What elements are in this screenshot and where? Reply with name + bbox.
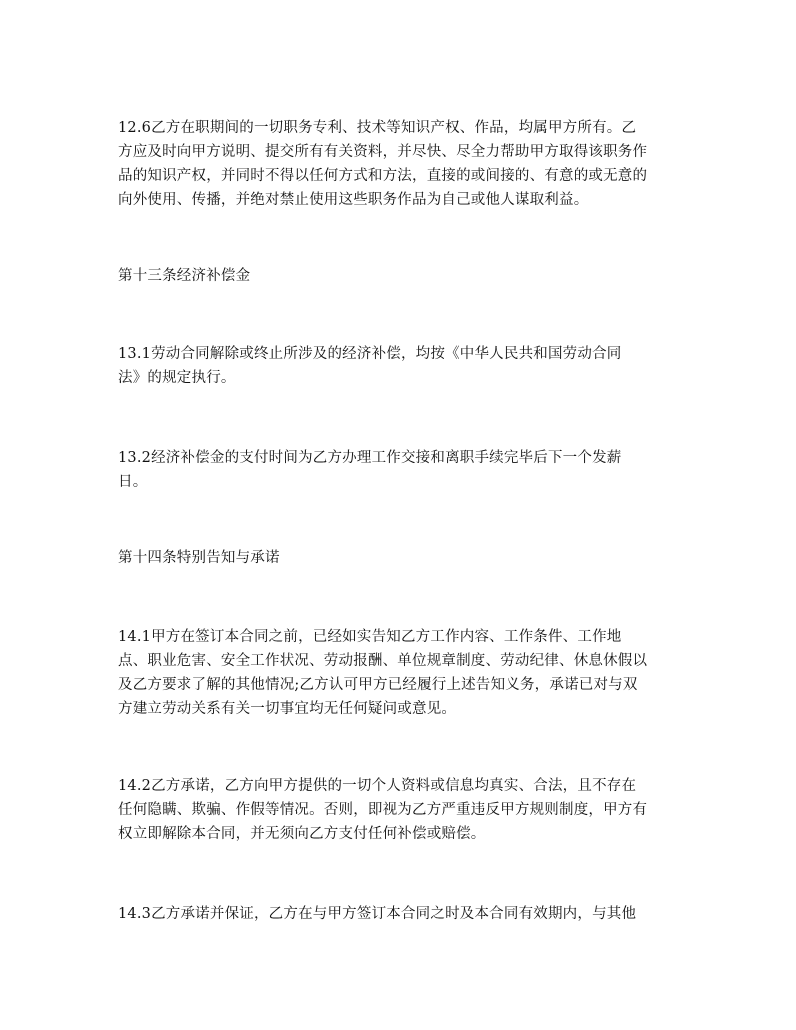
section-14-title: 第十四条特别告知与承诺	[118, 550, 280, 566]
section-13-title: 第十三条经济补偿金	[118, 268, 251, 284]
text-line: 向外使用、传播，并绝对禁止使用这些职务作品为自己或他人谋取利益。	[118, 192, 589, 208]
text-line: 方应及时向甲方说明、提交所有有关资料，并尽快、尽全力帮助甲方取得该职务作	[118, 144, 648, 160]
text-line: 14.3乙方承诺并保证，乙方在与甲方签订本合同之时及本合同有效期内，与其他	[118, 906, 637, 922]
clause-14-3	[118, 902, 680, 926]
text-line: 任何隐瞒、欺骗、作假等情况。否则，即视为乙方严重违反甲方规则制度，甲方有	[118, 802, 648, 818]
clause-12-6	[118, 116, 680, 212]
text-line: 权立即解除本合同，并无须向乙方支付任何补偿或赔偿。	[118, 826, 486, 842]
text-line: 点、职业危害、安全工作状况、劳动报酬、单位规章制度、劳动纪律、休息休假以	[118, 653, 648, 669]
clause-14-2	[118, 774, 680, 846]
text-line: 13.2经济补偿金的支付时间为乙方办理工作交接和离职手续完毕后下一个发薪	[118, 450, 622, 466]
clause-14-1	[118, 625, 680, 721]
text-line: 13.1劳动合同解除或终止所涉及的经济补偿，均按《中华人民共和国劳动合同	[118, 346, 622, 362]
text-line: 日。	[118, 474, 148, 490]
clause-13-1	[118, 342, 680, 390]
text-line: 14.1甲方在签订本合同之前，已经如实告知乙方工作内容、工作条件、工作地	[118, 629, 622, 645]
text-line: 品的知识产权，并同时不得以任何方式和方法，直接的或间接的、有意的或无意的	[118, 168, 648, 184]
text-line: 方建立劳动关系有关一切事宜均无任何疑问或意见。	[118, 701, 457, 717]
text-line: 12.6乙方在职期间的一切职务专利、技术等知识产权、作品，均属甲方所有。乙	[118, 120, 637, 136]
text-line: 法》的规定执行。	[118, 370, 236, 386]
clause-13-2	[118, 446, 680, 494]
text-line: 14.2乙方承诺，乙方向甲方提供的一切个人资料或信息均真实、合法，且不存在	[118, 778, 637, 794]
text-line: 及乙方要求了解的其他情况;乙方认可甲方已经履行上述告知义务，承诺已对与双	[118, 677, 638, 693]
